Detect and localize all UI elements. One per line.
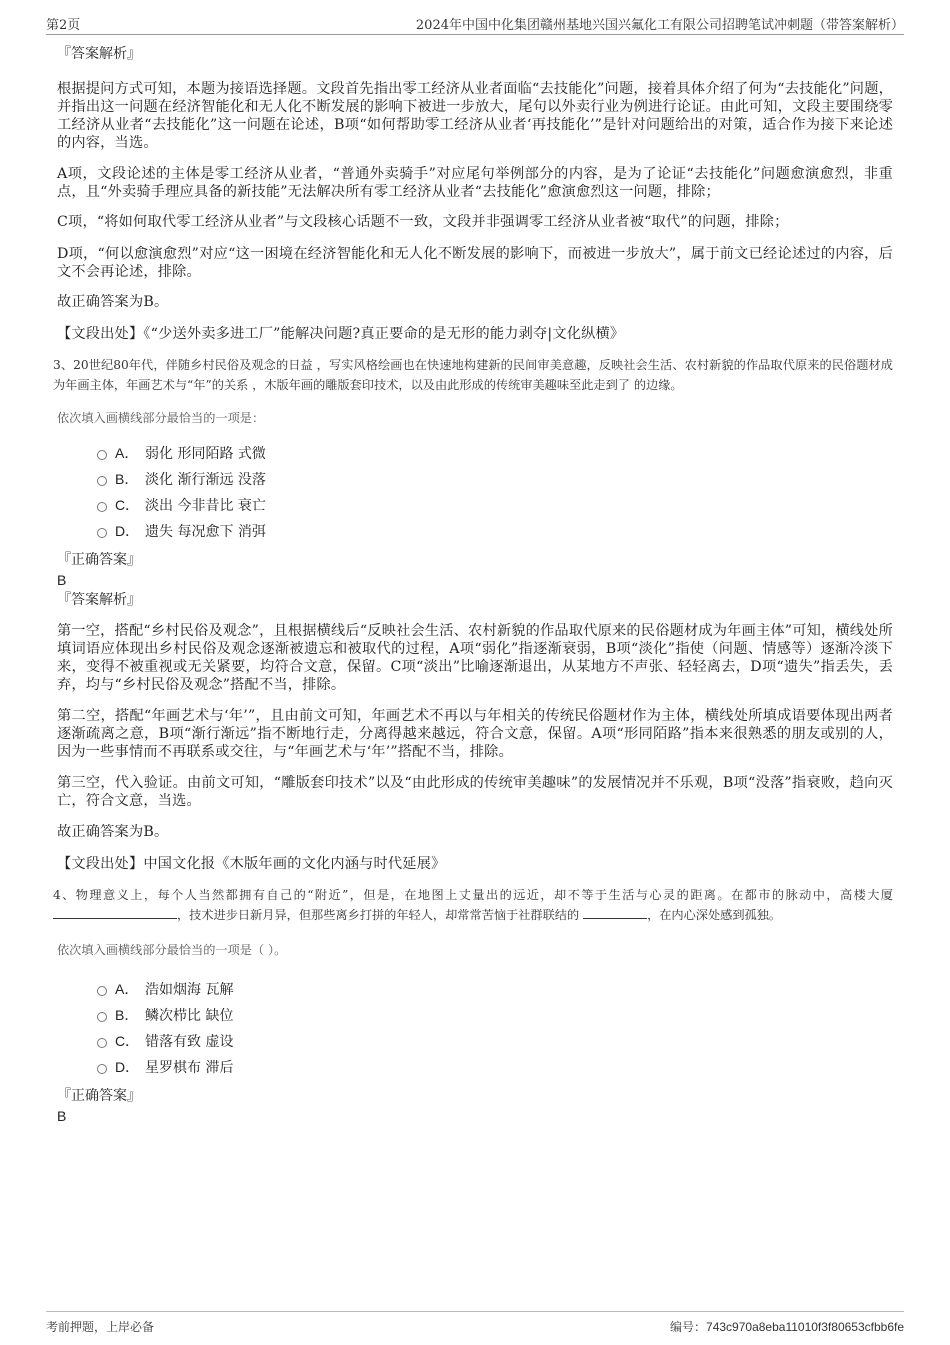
option-text: 淡出 今非昔比 衰亡	[145, 498, 266, 514]
q2-source: 【文段出处】《“少送外卖多进工厂”能解决问题?真正要命的是无形的能力剥夺|文化纵横》	[57, 326, 625, 342]
q3-option-d[interactable]	[97, 518, 893, 544]
q3-analysis-p3: 第三空，代入验证。由前文可知，“雕版套印技术”以及“由此形成的传统审美趣味”的发展情况并不乐观，B项“没落”指衰败，趋向灭亡，符合文意，当选。	[57, 775, 893, 809]
q4-option-a[interactable]	[97, 976, 893, 1002]
page-footer	[46, 1311, 904, 1336]
q2-analysis-p2: A项，文段论述的主体是零工经济从业者，“普通外卖骑手”对应尾句举例部分的内容，是为了论证“去技能化”问题愈演愈烈，非重点，且“外卖骑手理应具备的新技能”无法解决所有零工经济从业者“去技能化”愈演愈烈这一问题，排除；	[57, 166, 893, 200]
option-letter: A．	[115, 981, 139, 997]
option-letter: C．	[115, 1033, 140, 1049]
q4-option-c[interactable]	[97, 1028, 893, 1054]
option-text: 弱化 形同陌路 式微	[145, 446, 266, 462]
q4-options	[57, 976, 893, 1080]
q4-text-part-b: ，技术进步日新月异，但那些离乡打拼的年轻人，却常常苦恼于社群联结的	[177, 908, 580, 922]
page-header	[46, 14, 904, 35]
option-letter: B．	[115, 471, 139, 487]
page-number: 第2页	[46, 18, 81, 33]
q3-correct-label: 『正确答案』	[57, 552, 141, 568]
q3-source: 【文段出处】中国文化报《木版年画的文化内涵与时代延展》	[57, 856, 446, 872]
radio-icon[interactable]	[97, 528, 107, 538]
q2-analysis-p4: D项，“何以愈演愈烈”对应“这一困境在经济智能化和无人化不断发展的影响下，而被进一步放大”，属于前文已经论述过的内容，后文不会再论述，排除。	[57, 246, 893, 280]
q4-prompt: 依次填入画横线部分最恰当的一项是（ ）。	[57, 943, 287, 957]
option-letter: B．	[115, 1007, 139, 1023]
option-text: 错落有致 虚设	[145, 1034, 234, 1050]
q3-analysis-p4: 故正确答案为B。	[57, 824, 169, 840]
blank-line	[583, 906, 647, 919]
q4-option-d[interactable]	[97, 1054, 893, 1080]
document-title: 2024年中国中化集团赣州基地兴国兴氟化工有限公司招聘笔试冲刺题（带答案解析）	[415, 18, 904, 33]
option-letter: D．	[115, 1059, 140, 1075]
q2-analysis-p1: 根据提问方式可知，本题为接语选择题。文段首先指出零工经济从业者面临“去技能化”问题，接着具体介绍了何为“去技能化”问题，并指出这一问题在经济智能化和无人化不断发展的影响下被进一步放大，尾句以外卖行业为例进行论证。由此可知，文段主要围绕零工经济从业者“去技能化”这一问题在论述，B项“如何帮助零工经济从业者‘再技能化’”是针对问题给出的对策，适合作为接下来论述的内容，当选。	[57, 81, 893, 151]
radio-icon[interactable]	[97, 1064, 107, 1074]
document-id: 编号：743c970a8eba11010f3f80653cfbb6fe	[670, 1320, 904, 1334]
q3-question-text: 3、20世纪80年代，伴随乡村民俗及观念的日益 ，写实风格绘画也在快速地构建新的民间审美意趣，反映社会生活、农村新貌的作品取代原来的民俗题材成为年画主体，年画艺术与“年”的关系 ，木版年画的雕版套印技术，以及由此形成的传统审美趣味至此走到了 的边缘。	[53, 358, 893, 392]
radio-icon[interactable]	[97, 502, 107, 512]
q4-text-part-c: ，在内心深处感到孤独。	[647, 908, 782, 922]
footer-slogan: 考前押题，上岸必备	[46, 1320, 155, 1334]
radio-icon[interactable]	[97, 476, 107, 486]
q3-option-b[interactable]	[97, 466, 893, 492]
page-content	[53, 44, 893, 1126]
option-text: 浩如烟海 瓦解	[145, 982, 234, 998]
option-letter: A．	[115, 445, 139, 461]
option-text: 淡化 渐行渐远 没落	[145, 472, 266, 488]
q2-analysis-label: 『答案解析』	[57, 46, 141, 62]
option-text: 星罗棋布 滞后	[145, 1060, 234, 1076]
q3-options	[57, 440, 893, 544]
q3-prompt: 依次填入画横线部分最恰当的一项是：	[57, 411, 265, 425]
q4-correct-answer: B	[57, 1108, 67, 1124]
q3-analysis-p1: 第一空，搭配“乡村民俗及观念”，且根据横线后“反映社会生活、农村新貌的作品取代原来的民俗题材成为年画主体”可知，横线处所填词语应体现出乡村民俗及观念逐渐被遗忘和被取代的过程，A项“弱化”指逐渐衰弱，B项“淡化”指使（问题、情感等）逐渐冷淡下来，变得不被重视或无关紧要，均符合文意，保留。C项“淡出”比喻逐渐退出，从某地方不声张、轻轻离去，D项“遗失”指丢失，丢弃，均与“乡村民俗及观念”搭配不当，排除。	[57, 623, 893, 693]
blank-line	[53, 906, 177, 919]
q3-option-a[interactable]	[97, 440, 893, 466]
q3-analysis-label: 『答案解析』	[57, 592, 141, 608]
radio-icon[interactable]	[97, 450, 107, 460]
radio-icon[interactable]	[97, 1012, 107, 1022]
radio-icon[interactable]	[97, 1038, 107, 1048]
q4-option-b[interactable]	[97, 1002, 893, 1028]
q2-analysis-p5: 故正确答案为B。	[57, 294, 169, 310]
option-text: 鳞次栉比 缺位	[145, 1008, 234, 1024]
option-text: 遗失 每况愈下 消弭	[145, 524, 266, 540]
option-letter: D．	[115, 523, 140, 539]
q3-analysis-p2: 第二空，搭配“年画艺术与‘年’”，且由前文可知，年画艺术不再以与年相关的传统民俗题材作为主体，横线处所填成语要体现出两者逐渐疏离之意，B项“渐行渐远”指不断地行走，分离得越来越远，符合文意，保留。A项“形同陌路”指本来很熟悉的朋友或别的人，因为一些事情而不再联系或交往，与“年画艺术与‘年’”搭配不当，排除。	[57, 708, 893, 760]
radio-icon[interactable]	[97, 986, 107, 996]
q3-option-c[interactable]	[97, 492, 893, 518]
q3-correct-answer: B	[57, 572, 67, 588]
option-letter: C．	[115, 497, 140, 513]
q4-question-text	[53, 885, 893, 925]
q4-text-part-a: 4、物理意义上，每个人当然都拥有自己的“附近”，但是，在地图上丈量出的远近，却不等于生活与心灵的距离。在都市的脉动中，高楼大厦	[53, 888, 893, 902]
q2-analysis-p3: C项，“将如何取代零工经济从业者”与文段核心话题不一致，文段并非强调零工经济从业者被“取代”的问题，排除；	[57, 214, 789, 230]
q4-correct-label: 『正确答案』	[57, 1088, 141, 1104]
